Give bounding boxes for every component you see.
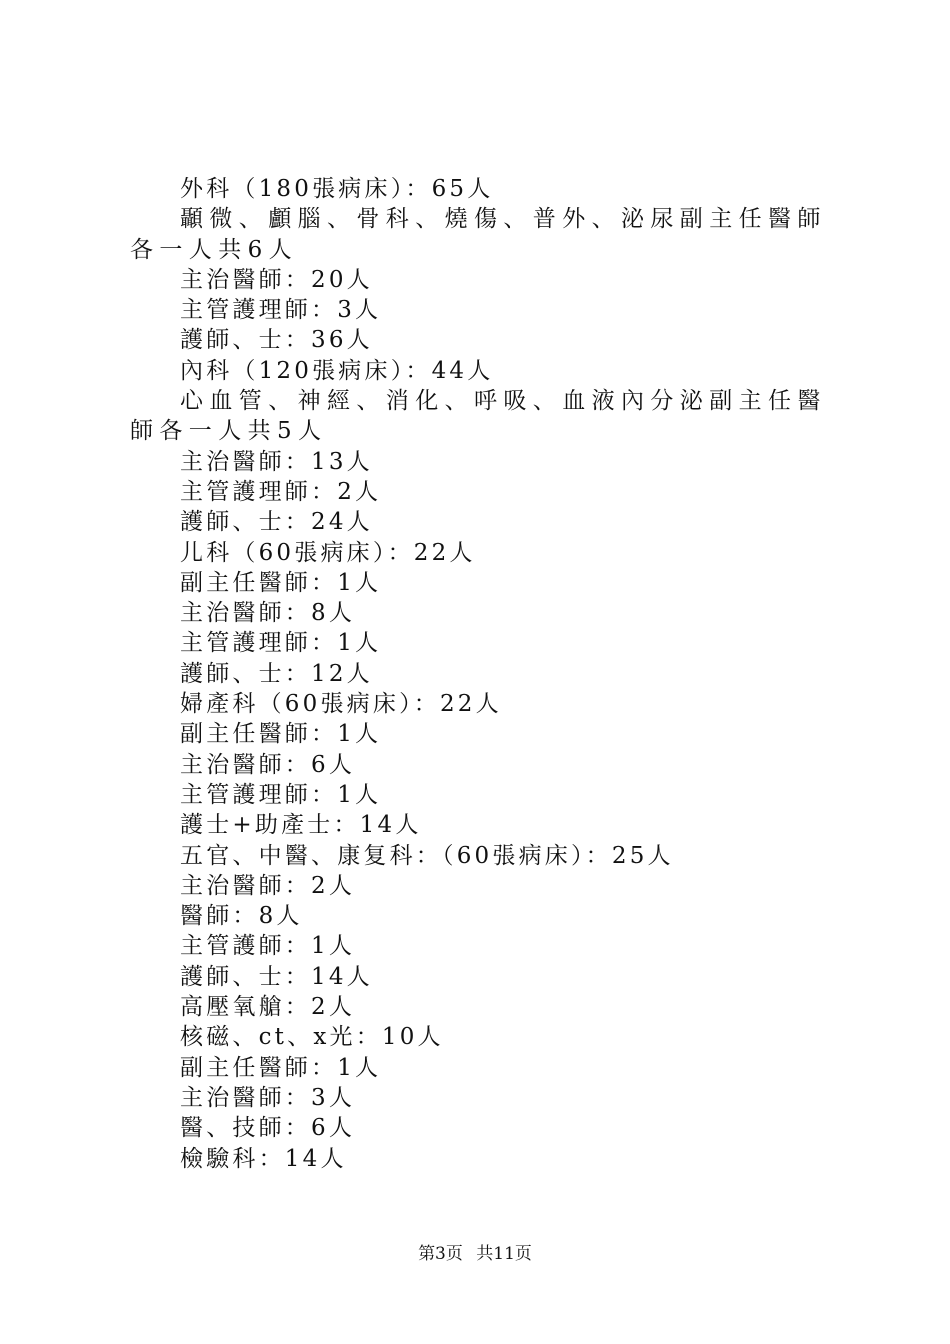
page-footer: [0, 1242, 950, 1266]
text-line: 外科（180張病床）：65人: [180, 176, 494, 202]
text-line: 心血管、神經、消化、呼吸、血液內分泌副主任醫師各一人共5人: [130, 388, 827, 445]
text-line: 副主任醫師：1人: [180, 569, 382, 596]
text-line: 主治醫師：20人: [180, 266, 373, 293]
text-line: 內科（120張病床）：44人: [180, 357, 494, 384]
text-line: 護師、士：36人: [180, 327, 373, 354]
text-line: 醫師：8人: [180, 903, 303, 930]
text-line: 婦產科（60張病床）：22人: [180, 691, 502, 718]
text-line: 護師、士：14人: [180, 963, 373, 990]
text-line: 五官、中醫、康复科：（60張病床）：25人: [180, 842, 674, 869]
text-line: 主治醫師：3人: [180, 1084, 356, 1111]
text-line: 儿科（60張病床）：22人: [180, 539, 476, 566]
text-line: 護師、士：12人: [180, 660, 373, 687]
text-line: 主管護理師：2人: [180, 478, 382, 505]
text-line: 副主任醫師：1人: [180, 1054, 382, 1081]
text-line: 主治醫師：6人: [180, 751, 356, 778]
text-line: 高壓氧艙：2人: [180, 994, 356, 1021]
text-line: 醫、技師：6人: [180, 1115, 356, 1142]
text-line: 副主任醫師：1人: [180, 721, 382, 748]
text-line: 主管護理師：1人: [180, 630, 382, 657]
document-body: [130, 174, 840, 1174]
page-total: 共11页: [476, 1244, 532, 1264]
text-line: 主管護理師：1人: [180, 781, 382, 808]
text-line: 護師、士：24人: [180, 509, 373, 536]
text-line: 主管護理師：3人: [180, 297, 382, 324]
page-number: 第3页: [418, 1244, 463, 1264]
text-line: 核磁、ct、x光：10人: [180, 1024, 444, 1051]
text-line: 主治醫師：8人: [180, 600, 356, 627]
text-line: 主治醫師：13人: [180, 448, 373, 475]
text-line: 主治醫師：2人: [180, 872, 356, 899]
text-line: 顳微、顱腦、骨科、燒傷、普外、泌尿副主任醫師各一人共6人: [130, 206, 827, 263]
text-line: 護士+助產士：14人: [180, 812, 422, 839]
text-line: 檢驗科：14人: [180, 1145, 347, 1172]
text-line: 主管護師：1人: [180, 933, 356, 960]
